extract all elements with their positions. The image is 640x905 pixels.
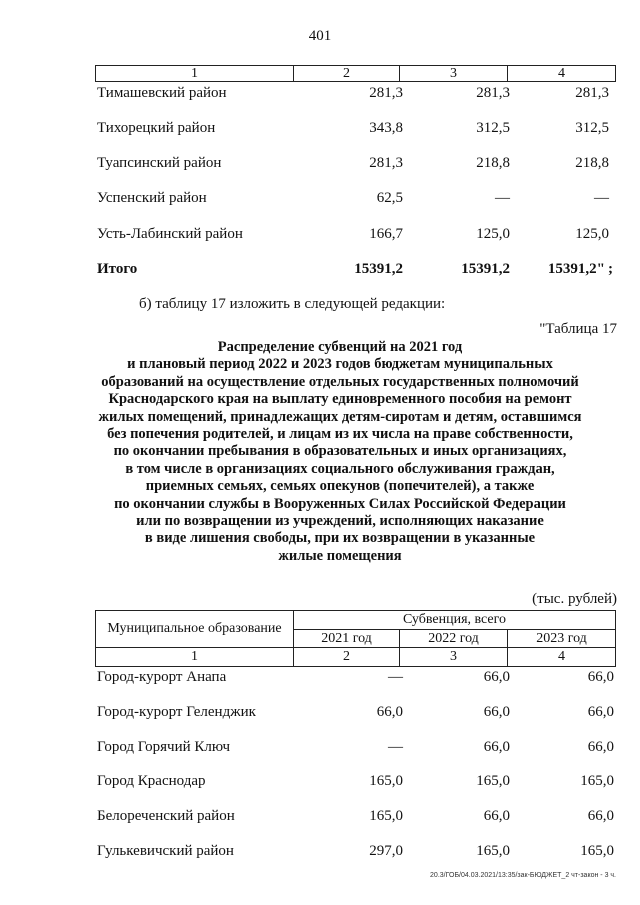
- value-2021: 281,3: [369, 85, 403, 101]
- row-name: Город-курорт Анапа: [97, 669, 227, 685]
- table-row: [95, 739, 616, 759]
- table-row: [95, 808, 616, 828]
- row-name: Город-курорт Геленджик: [97, 704, 256, 720]
- header-year-2021: 2021 год: [294, 630, 400, 648]
- title-line: и плановый период 2022 и 2023 годов бюджетам муниципальных: [127, 356, 553, 373]
- value-2022: 66,0: [483, 669, 510, 685]
- value-2023: 125,0: [575, 226, 609, 242]
- value-2022: 218,8: [476, 155, 510, 171]
- value-2023: 312,5: [575, 120, 609, 136]
- value-2023: 66,0: [587, 704, 614, 720]
- title-line: в виде лишения свободы, при их возвращении в указанные: [144, 530, 536, 547]
- row-name: Гулькевичский район: [97, 843, 234, 859]
- total-suffix: ;: [608, 261, 613, 277]
- page-number: 401: [308, 28, 332, 44]
- header-number-4: 4: [558, 649, 565, 664]
- value-2021: 343,8: [369, 120, 403, 136]
- value-2021: 62,5: [376, 190, 403, 206]
- header-municipality: Муниципальное образование: [96, 611, 294, 648]
- intro-text: б) таблицу 17 изложить в следующей редакции:: [139, 296, 446, 312]
- value-2023: 165,0: [580, 773, 614, 789]
- value-2023: 66,0: [587, 808, 614, 824]
- title-line: жилых помещений, принадлежащих детям-сиротам и детям, оставшимся: [98, 408, 582, 425]
- title-line: без попечения родителей, и лицам из их числа на праве собственности,: [107, 426, 573, 443]
- row-name: Усть-Лабинский район: [97, 226, 243, 242]
- title-line: в том числе в организациях социального обслуживания граждан,: [125, 460, 555, 477]
- units-label: (тыс. рублей): [532, 591, 617, 607]
- value-2021: 166,7: [369, 226, 403, 242]
- table-row: [95, 190, 616, 210]
- value-2023: 281,3: [575, 85, 609, 101]
- value-2022: —: [495, 190, 510, 206]
- table-label: "Таблица 17: [539, 321, 617, 337]
- value-2022: 165,0: [476, 843, 510, 859]
- value-2022: 281,3: [476, 85, 510, 101]
- footer-stamp: 20.3/ГОБ/04.03.2021/13:35/зак-БЮДЖЕТ_2 чт-закон - 3 ч.: [430, 872, 616, 879]
- value-2022: 165,0: [476, 773, 510, 789]
- value-2023: 218,8: [575, 155, 609, 171]
- title-line: Краснодарского края на выплату единовременного пособия на ремонт: [108, 391, 572, 408]
- header-year-2023: 2023 год: [508, 630, 615, 648]
- total-2023: 15391,2": [547, 261, 605, 277]
- value-2021: 281,3: [369, 155, 403, 171]
- title-line: Распределение субвенций на 2021 год: [217, 339, 463, 355]
- value-2022: 66,0: [483, 739, 510, 755]
- table1-header-col3: 3: [400, 66, 508, 81]
- row-name: Туапсинский район: [97, 155, 222, 171]
- row-name: Город Горячий Ключ: [97, 739, 231, 755]
- table-row: [95, 843, 616, 863]
- header-number-1: 1: [96, 648, 294, 666]
- title-line: или по возвращении из учреждений, исполняющих наказание: [136, 513, 544, 530]
- value-2021: 165,0: [369, 808, 403, 824]
- header-number-2: 2: [294, 648, 400, 666]
- value-2021: 297,0: [369, 843, 403, 859]
- table-row: [95, 120, 616, 140]
- total-2021: 15391,2: [354, 261, 403, 277]
- value-2022: 125,0: [476, 226, 510, 242]
- total-row: [95, 261, 616, 281]
- value-2021: —: [388, 739, 403, 755]
- value-2023: 165,0: [580, 843, 614, 859]
- title-line: приемных семьях, семьях опекунов (попечителей), а также: [145, 478, 535, 495]
- table-row: [95, 669, 616, 689]
- row-name: Тимашевский район: [97, 85, 227, 101]
- value-2021: 66,0: [376, 704, 403, 720]
- value-2023: —: [594, 190, 609, 206]
- title-line: жилые помещения: [278, 547, 402, 564]
- table1-header-col2: 2: [294, 66, 400, 81]
- table-row: [95, 773, 616, 793]
- value-2021: 165,0: [369, 773, 403, 789]
- table-row: [95, 226, 616, 246]
- table-row: [95, 704, 616, 724]
- title-line: по окончании службы в Вооруженных Силах Российской Федерации: [114, 495, 566, 512]
- row-name: Белореченский район: [97, 808, 235, 824]
- value-2021: —: [388, 669, 403, 685]
- header-number-3: 3: [400, 648, 508, 666]
- value-2022: 312,5: [476, 120, 510, 136]
- title-line: по окончании пребывания в образовательных и иных организациях,: [113, 443, 567, 460]
- table-row: [95, 155, 616, 175]
- value-2022: 66,0: [483, 808, 510, 824]
- table2-header: [95, 610, 616, 667]
- value-2023: 66,0: [587, 669, 614, 685]
- row-name: Город Краснодар: [97, 773, 206, 789]
- row-name: Успенский район: [97, 190, 207, 206]
- header-subvention-total: Субвенция, всего: [294, 611, 615, 630]
- row-name: Тихорецкий район: [97, 120, 216, 136]
- header-year-2022: 2022 год: [400, 630, 508, 648]
- value-2023: 66,0: [587, 739, 614, 755]
- table1-header-col4: 4: [558, 66, 565, 81]
- table1-header-col1: 1: [96, 66, 294, 81]
- title-line: образований на осуществление отдельных государственных полномочий: [101, 373, 579, 390]
- table-row: [95, 85, 616, 105]
- table1-header: [95, 65, 616, 82]
- table-title: [80, 339, 600, 565]
- total-2022: 15391,2: [461, 261, 510, 277]
- total-label: Итого: [97, 261, 138, 277]
- value-2022: 66,0: [483, 704, 510, 720]
